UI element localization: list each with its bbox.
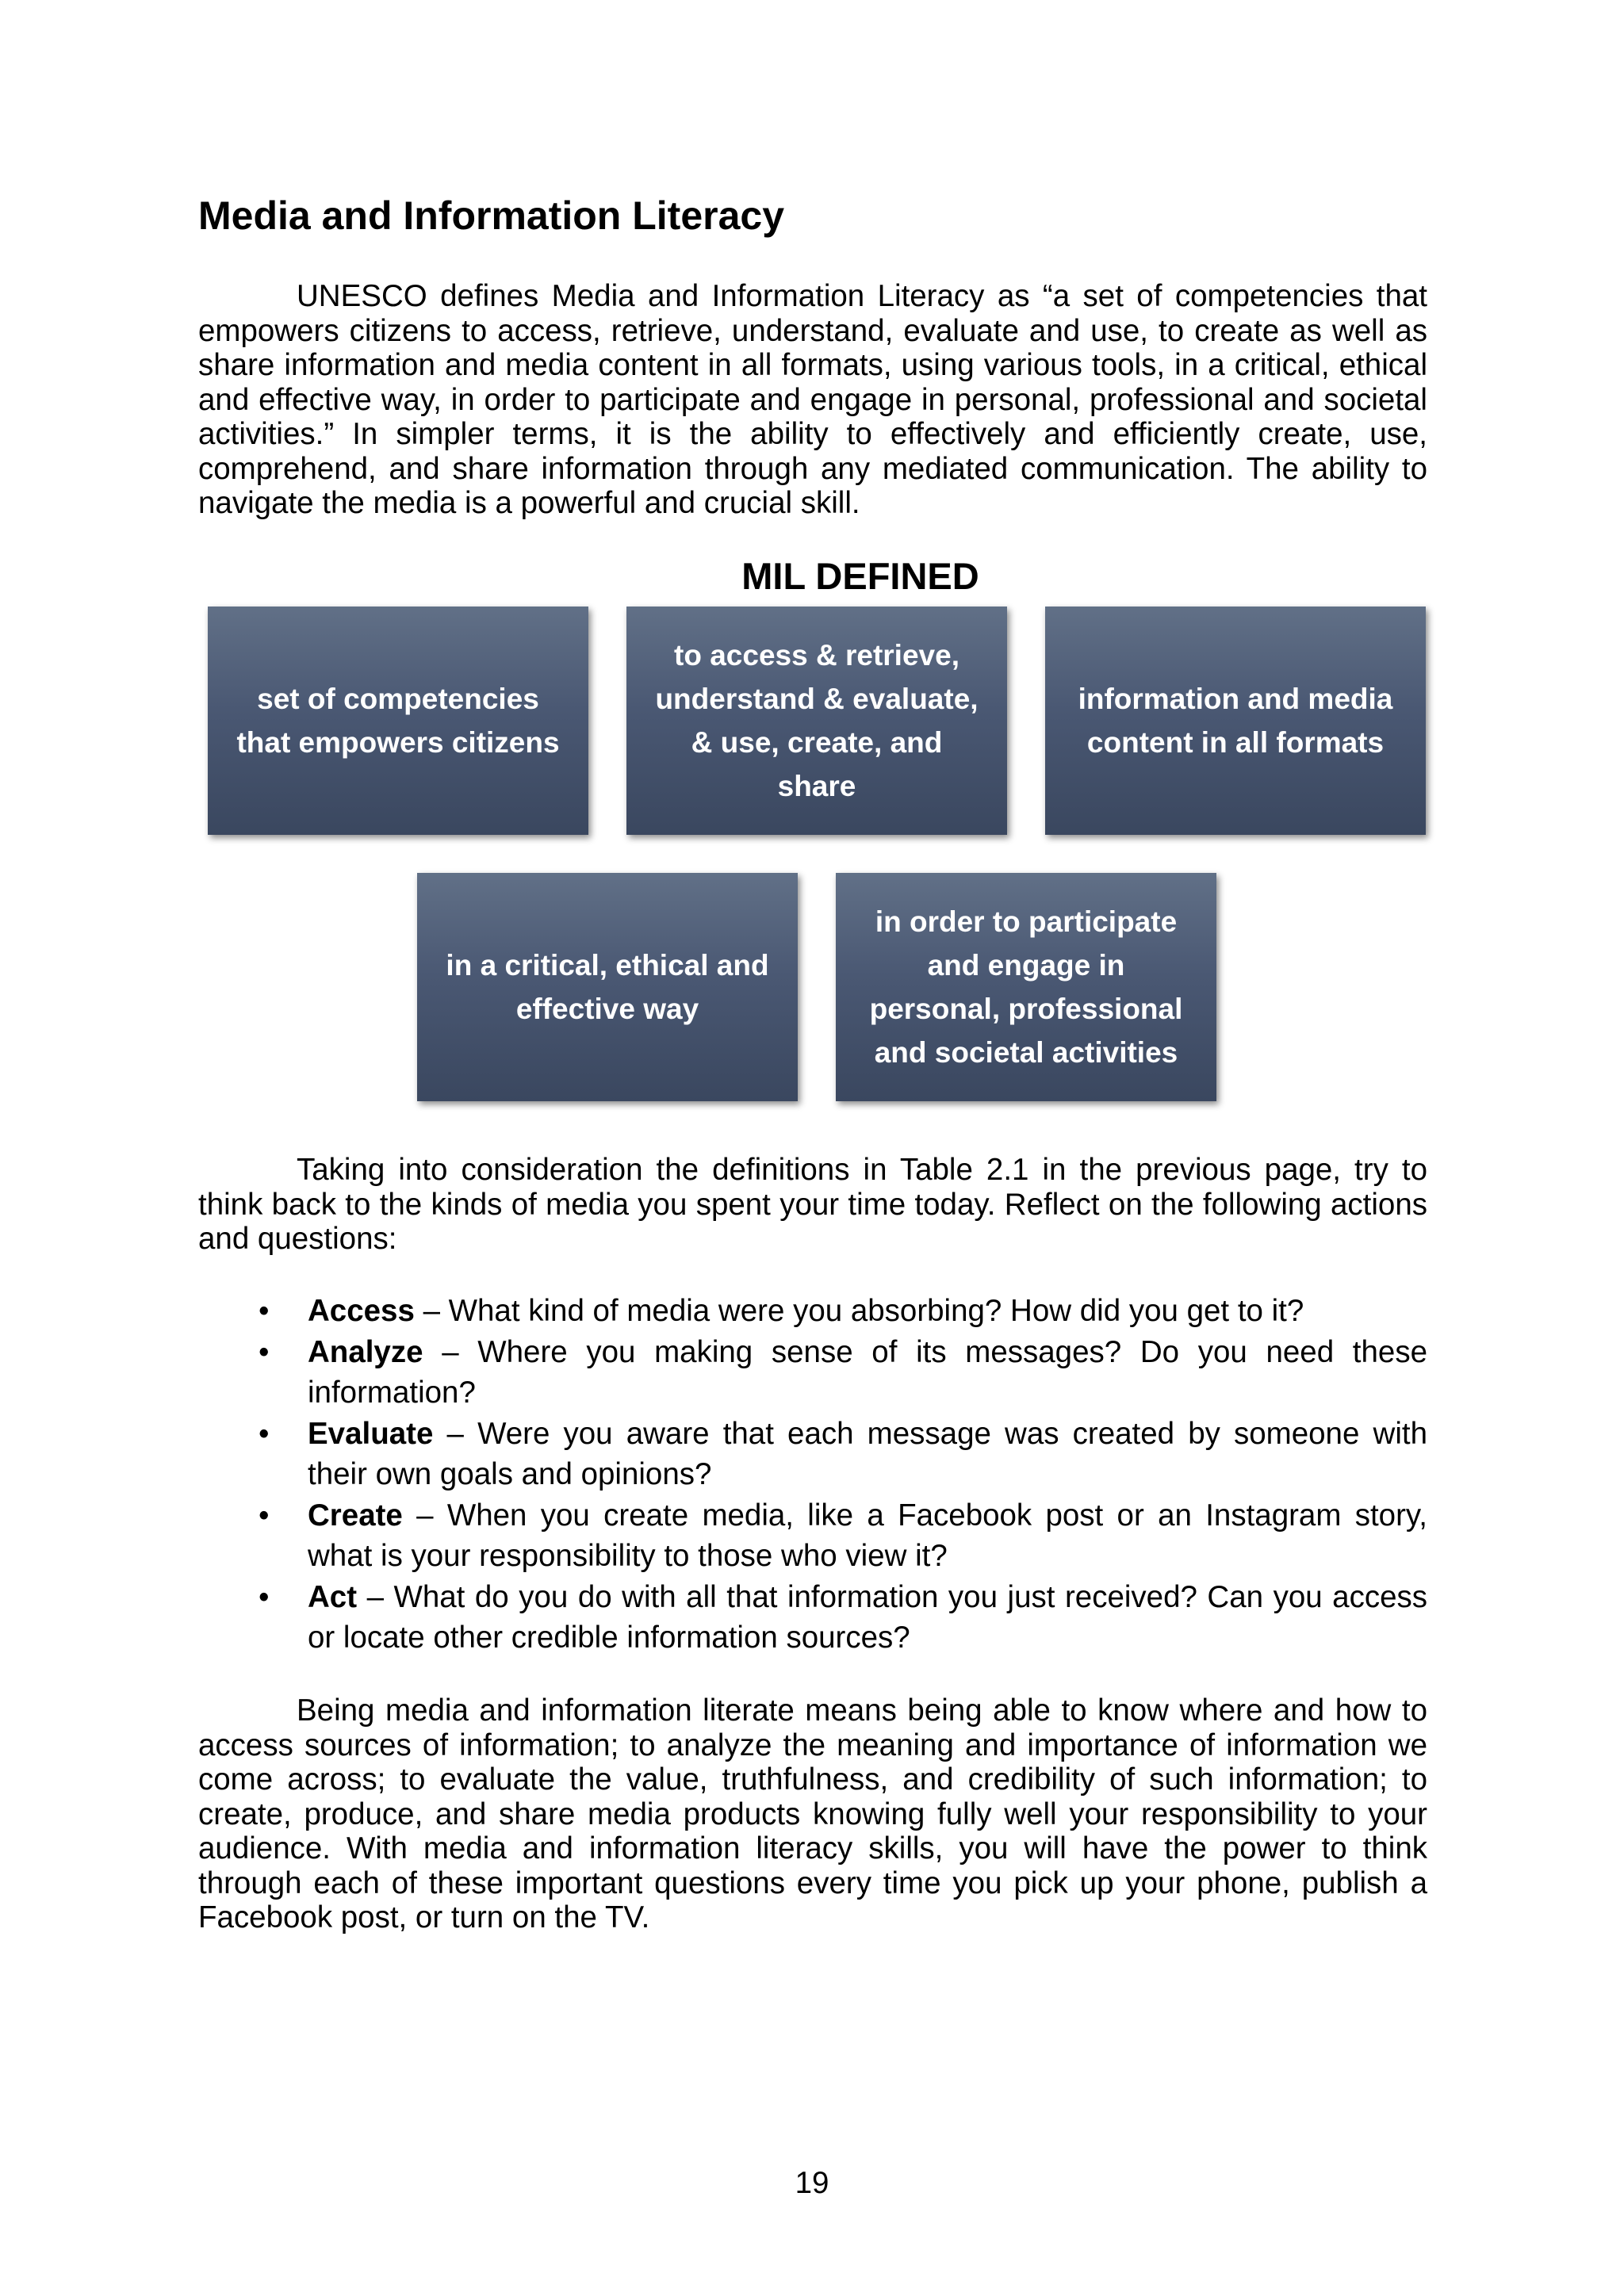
mil-box-competencies: set of competencies that empowers citizens [208, 607, 588, 835]
list-item [198, 1577, 1427, 1658]
list-item [198, 1291, 1427, 1331]
mil-box-participate: in order to participate and engage in personal, professional and societal activities [836, 873, 1216, 1101]
bullet-icon: • [259, 1580, 270, 1614]
mil-box-access: to access & retrieve, understand & evaluate, & use, create, and share [626, 607, 1007, 835]
list-item-term: Evaluate [308, 1417, 434, 1451]
list-item-term: Analyze [308, 1335, 423, 1369]
intro-paragraph: UNESCO defines Media and Information Literacy as “a set of competencies that empowers citizens to access, retrieve, understand, evaluate and use, to create as well as share information and media content in all formats, using various tools, in a critical, ethical and effective way, in order to participate and engage in personal, professional and societal activities.” In simpler terms, it is the ability to effectively and efficiently create, use, comprehend, and share information through any mediated communication. The ability to navigate the media is a powerful and crucial skill. [198, 279, 1427, 520]
list-item-term: Create [308, 1498, 403, 1533]
bullet-icon: • [259, 1335, 270, 1369]
page-number: 19 [795, 2166, 829, 2200]
list-item-term: Access [308, 1294, 415, 1328]
bullet-icon: • [259, 1498, 270, 1533]
closing-paragraph: Being media and information literate means being able to know where and how to access sources of information; to analyze the meaning and importance of information we come across; to evaluate the value, truthfulness, and credibility of such information; to create, produce, and share media products knowing fully well your responsibility to your audience. With media and information literacy skills, you will have the power to think through each of these important questions every time you pick up your phone, publish a Facebook post, or turn on the TV. [198, 1693, 1427, 1934]
list-item-term: Act [308, 1580, 358, 1614]
list-item-text: – Where you making sense of its messages? Do you need these information? [308, 1335, 1427, 1410]
bullet-icon: • [259, 1294, 270, 1328]
list-item [198, 1495, 1427, 1576]
reflection-paragraph: Taking into consideration the definitions in Table 2.1 in the previous page, try to think back to the kinds of media you spent your time today. Reflect on the following actions and questions: [198, 1153, 1427, 1256]
mil-box-way: in a critical, ethical and effective way [417, 873, 798, 1101]
diagram-title: MIL DEFINED [741, 555, 979, 597]
list-item-text: – Were you aware that each message was created by someone with their own goals and opinions? [308, 1417, 1427, 1491]
mil-box-content: information and media content in all formats [1045, 607, 1426, 835]
list-item [198, 1332, 1427, 1413]
list-item-text: – When you create media, like a Facebook post or an Instagram story, what is your responsibility to those who view it? [308, 1498, 1427, 1573]
list-item-text: – What do you do with all that information you just received? Can you access or locate other credible information sources? [308, 1580, 1427, 1655]
page-heading: Media and Information Literacy [198, 193, 785, 238]
list-item [198, 1414, 1427, 1494]
reflection-list [198, 1291, 1427, 1659]
list-item-text: – What kind of media were you absorbing? How did you get to it? [414, 1294, 1304, 1328]
bullet-icon: • [259, 1417, 270, 1451]
